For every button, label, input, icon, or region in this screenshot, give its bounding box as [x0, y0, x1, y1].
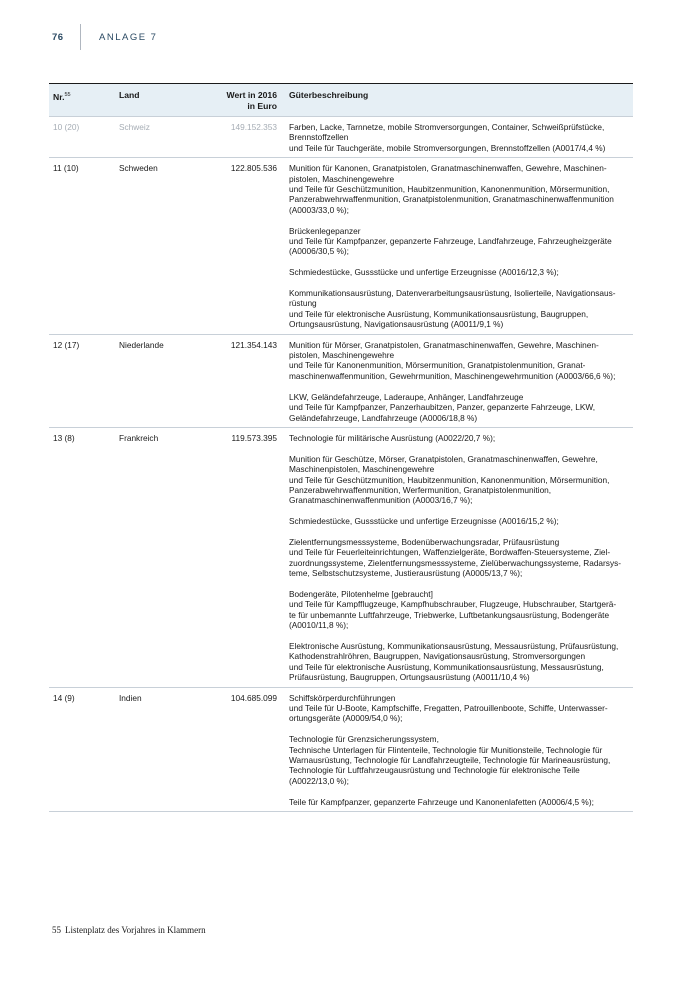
description-block: Elektronische Ausrüstung, Kommunikationsausrüstung, Messausrüstung, Prüfausrüstung, Kathodenstrahlröhren, Baugruppen, Navigationsausrüstung, Stromversorgungen und Teile für elektronische Ausrüstung, Kommunikationsausrüstung, Messausrüstung, Prüfausrüstung, Baugruppen, Ortungsausrüstung (A0011/10,4 %) [289, 640, 619, 683]
section-title: ANLAGE 7 [99, 31, 158, 43]
cell-wert: 121.354.143 [207, 334, 285, 427]
description-block: LKW, Geländefahrzeuge, Laderaupe, Anhänger, Landfahrzeuge und Teile für Kampfpanzer, Panzerhaubitzen, Panzer, gepanzerte Fahrzeuge, LKW, Geländefahrzeuge, Landfahrzeuge (A0006/18,8 %) [289, 391, 596, 423]
table-row [49, 158, 633, 334]
description-block: Brückenlegepanzer und Teile für Kampfpanzer, gepanzerte Fahrzeuge, Landfahrzeuge, Fahrzeugheizgeräte (A0006/30,5 %); [289, 225, 612, 257]
cell-land: Frankreich [115, 427, 207, 687]
cell-land: Schweden [115, 158, 207, 334]
footnote [52, 925, 206, 935]
description-block: Zielentfernungsmesssysteme, Bodenüberwachungsradar, Prüfausrüstung und Teile für Feuerleiteinrichtungen, Waffenzielgeräte, Bordwaffen-Steuersysteme, Ziel- zuordnungssysteme, Zielentfernungsmesssysteme, Zielüberwachungssysteme, Radarsys- teme, Selbstschutzsysteme, Justierausrüstung (A0005/13,7 %); [289, 536, 622, 579]
cell-description [285, 427, 633, 687]
column-header-wert-label: Wert in 2016 in Euro [226, 90, 277, 111]
cell-description [285, 687, 633, 811]
cell-description [285, 334, 633, 427]
description-block: Schmiedestücke, Gussstücke und unfertige Erzeugnisse (A0016/15,2 %); [289, 516, 559, 527]
page-header [52, 26, 157, 48]
cell-land: Schweiz [115, 117, 207, 158]
description-block: Technologie für militärische Ausrüstung (A0022/20,7 %); [289, 432, 496, 443]
description-block: Schiffskörperdurchführungen und Teile für U-Boote, Kampfschiffe, Fregatten, Patrouillenboote, Schiffe, Unterwasser- ortungsgeräte (A0009/54,0 %); [289, 692, 608, 724]
cell-nr: 13 (8) [49, 427, 115, 687]
description-block: Kommunikationsausrüstung, Datenverarbeitungsausrüstung, Isolierteile, Navigationsaus- rüstung und Teile für elektronische Ausrüstung, Kommunikationsausrüstung, Baugruppen, Ortungsausrüstung, Navigationsausrüstung (A0011/9,1 %) [289, 288, 616, 330]
table-row [49, 687, 633, 811]
column-header-desc: Güterbeschreibung [285, 84, 633, 117]
footnote-ref: 55 [64, 92, 71, 98]
column-header-wert [207, 84, 285, 117]
header-divider [80, 24, 81, 50]
table-row [49, 334, 633, 427]
column-header-nr [49, 84, 115, 117]
column-header-nr-label: Nr. [53, 91, 65, 102]
cell-wert: 104.685.099 [207, 687, 285, 811]
footnote-mark: 55 [52, 925, 61, 935]
description-block: Bodengeräte, Pilotenhelme [gebraucht] und Teile für Kampfflugzeuge, Kampfhubschrauber, Flugzeuge, Hubschrauber, Startgerä- te für unbemannte Luftfahrzeuge, Triebwerke, Luftbetankungsausrüstung, Bodengeräte (A0010/11,8 %); [289, 588, 617, 631]
description-block: Munition für Geschütze, Mörser, Granatpistolen, Granatmaschinenwaffen, Gewehre, Maschinenpistolen, Maschinengewehre und Teile für Geschützmunition, Haubitzenmunition, Kanonenmunition, Mörsermunition, Panzerabwehrwaffenmunition, Werfermunition, Granatpistolenmunition, Granatmaschinenwaffenmunition (A0003/16,7 %); [289, 453, 610, 506]
export-table [49, 83, 633, 812]
cell-wert: 149.152.353 [207, 117, 285, 158]
column-header-land: Land [115, 84, 207, 117]
footnote-text: Listenplatz des Vorjahres in Klammern [65, 925, 206, 935]
cell-description [285, 117, 633, 158]
cell-wert: 119.573.395 [207, 427, 285, 687]
description-block: Teile für Kampfpanzer, gepanzerte Fahrzeuge und Kanonenlafetten (A0006/4,5 %); [289, 796, 594, 807]
table-header-row [49, 84, 633, 117]
cell-land: Niederlande [115, 334, 207, 427]
cell-land: Indien [115, 687, 207, 811]
table-row [49, 117, 633, 158]
description-block: Schmiedestücke, Gussstücke und unfertige Erzeugnisse (A0016/12,3 %); [289, 267, 559, 278]
cell-nr: 14 (9) [49, 687, 115, 811]
cell-nr: 11 (10) [49, 158, 115, 334]
description-block: Technologie für Grenzsicherungssystem, Technische Unterlagen für Flintenteile, Technologie für Munitionsteile, Technologie für Warnausrüstung, Technologie für Landfahrzeugteile, Technologie für Marineausrüstung, Technologie für Luftfahrzeugausrüstung und Technologie für elektronische Teile (A0022/13,0 %); [289, 734, 611, 786]
table-row [49, 427, 633, 687]
cell-nr: 12 (17) [49, 334, 115, 427]
description-block: Munition für Mörser, Granatpistolen, Granatmaschinenwaffen, Gewehre, Maschinen- pistolen, Maschinengewehre und Teile für Kanonenmunition, Mörsermunition, Granatpistolenmunition, Granat- maschinenwaffenmunition, Gewehrmunition, Maschinengewehrmunition (A0003/66,6 %); [289, 339, 616, 381]
cell-wert: 122.805.536 [207, 158, 285, 334]
description-block: Munition für Kanonen, Granatpistolen, Granatmaschinenwaffen, Gewehre, Maschinen- pistolen, Maschinengewehre und Teile für Geschützmunition, Haubitzenmunition, Kanonenmunition, Mörsermunition, Panzerabwehrwaffenmunition, Granatpistolenmunition, Granatmaschinenwaffenmunition (A0003/33,0 %); [289, 163, 614, 215]
page-number: 76 [52, 31, 64, 43]
cell-description [285, 158, 633, 334]
description-block: Farben, Lacke, Tarnnetze, mobile Stromversorgungen, Container, Schweißprüfstücke, Brennstoffzellen und Teile für Tauchgeräte, mobile Stromversorgungen, Brennstoffzellen (A0017/4,4 %) [289, 122, 606, 153]
cell-nr: 10 (20) [49, 117, 115, 158]
